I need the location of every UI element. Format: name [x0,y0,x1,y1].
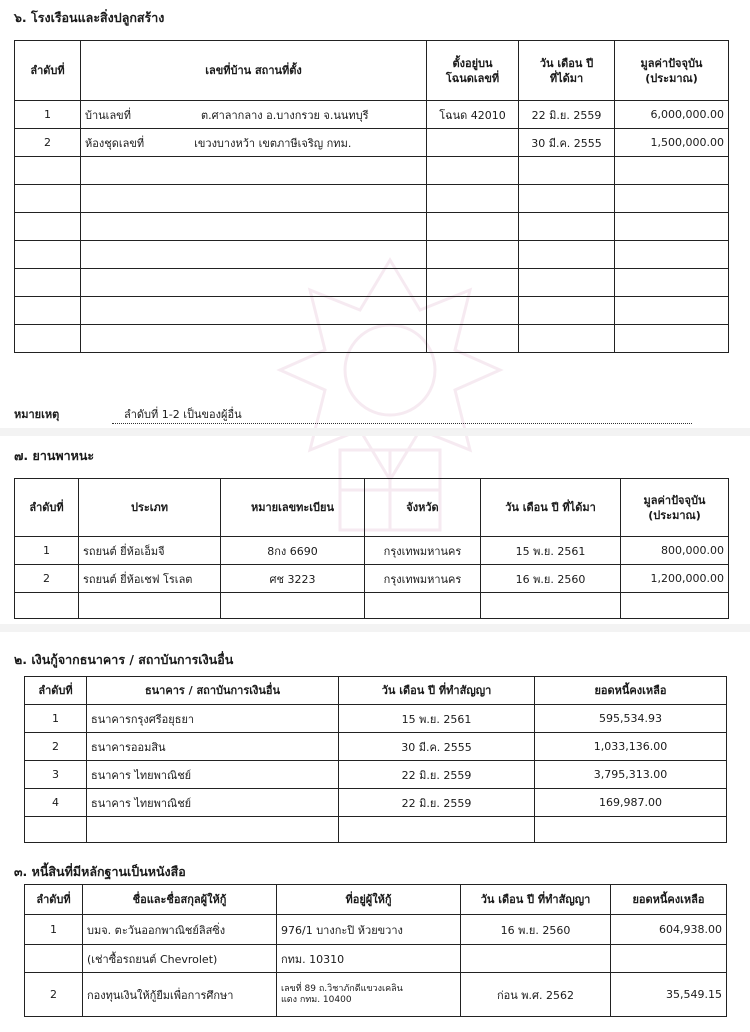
col-header-date: วัน เดือน ปี ที่ทำสัญญา [461,885,611,915]
col-header-lender: ชื่อและชื่อสกุลผู้ให้กู้ [83,885,277,915]
table-row-empty [15,325,729,353]
table-row: 1 ธนาคารกรุงศรีอยุธยา 15 พ.ย. 2561 595,534.93 [25,705,727,733]
col-header-date: วัน เดือน ปี ที่ทำสัญญา [339,677,535,705]
col-header-address: ที่อยู่ผู้ให้กู้ [277,885,461,915]
address: ต.ศาลากลาง อ.บางกรวย จ.นนทบุรี [200,108,369,122]
section7-title: ๗. ยานพาหนะ [14,448,95,463]
section6-table [14,40,729,353]
table-row: 2 ห้องชุดเลขที่ เขวงบางหว้า เขตภาษีเจริญ กทม. 30 มี.ค. 2555 1,500,000.00 [15,129,729,157]
col-header-plate: หมายเลขทะเบียน [221,479,365,537]
table-row-empty [15,185,729,213]
divider [0,428,750,436]
address-label: บ้านเลขที่ [85,108,131,122]
note-label: หมายเหตุ [14,408,60,421]
table-row: 4 ธนาคาร ไทยพาณิชย์ 22 มิ.ย. 2559 169,987.00 [25,789,727,817]
col-header-type: ประเภท [79,479,221,537]
table-row-empty [15,213,729,241]
divider [0,624,750,632]
col-header-no: ลำดับที่ [15,479,79,537]
table-row: (เช่าซื้อรถยนต์ Chevrolet) กทม. 10310 [25,945,727,973]
col-header-deed: ตั้งอยู่บน โฉนดเลขที่ [427,41,519,101]
col-header-value: มูลค่าปัจจุบัน (ประมาณ) [621,479,729,537]
col-header-balance: ยอดหนี้คงเหลือ [611,885,727,915]
address-label: ห้องชุดเลขที่ [85,136,145,150]
table-row-empty [15,157,729,185]
col-header-bank: ธนาคาร / สถาบันการเงินอื่น [87,677,339,705]
debts-title: ๓. หนี้สินที่มีหลักฐานเป็นหนังสือ [14,864,186,879]
table-row-empty [15,241,729,269]
section6-title: ๖. โรงเรือนและสิ่งปลูกสร้าง [14,10,165,25]
col-header-date: วัน เดือน ปี ที่ได้มา [481,479,621,537]
col-header-no: ลำดับที่ [15,41,81,101]
address: เขวงบางหว้า เขตภาษีเจริญ กทม. [194,136,352,150]
section7-table [14,478,729,619]
col-header-province: จังหวัด [365,479,481,537]
table-row: 1 บ้านเลขที่ ต.ศาลากลาง อ.บางกรวย จ.นนทบุรี โฉนด 42010 22 มิ.ย. 2559 6,000,000.00 [15,101,729,129]
table-row: 2 ธนาคารออมสิน 30 มี.ค. 2555 1,033,136.00 [25,733,727,761]
table-row: 1 รถยนต์ ยี่ห้อเอ็มจี 8กง 6690 กรุงเทพมหานคร 15 พ.ย. 2561 800,000.00 [15,537,729,565]
col-header-value: มูลค่าปัจจุบัน (ประมาณ) [615,41,729,101]
table-row-empty [15,593,729,619]
table-row-empty [25,817,727,843]
table-row: 2 รถยนต์ ยี่ห้อเชฟ โรเลต ศช 3223 กรุงเทพมหานคร 16 พ.ย. 2560 1,200,000.00 [15,565,729,593]
table-row: 1 บมจ. ตะวันออกพาณิชย์ลิสซิ่ง 976/1 บางกะปิ ห้วยขวาง 16 พ.ย. 2560 604,938.00 [25,915,727,945]
note-text: ลำดับที่ 1-2 เป็นของผู้อื่น [112,405,692,424]
table-row-empty [15,269,729,297]
col-header-address: เลขที่บ้าน สถานที่ตั้ง [81,41,427,101]
col-header-date: วัน เดือน ปี ที่ได้มา [519,41,615,101]
col-header-no: ลำดับที่ [25,885,83,915]
table-row: 3 ธนาคาร ไทยพาณิชย์ 22 มิ.ย. 2559 3,795,313.00 [25,761,727,789]
table-row-empty [15,297,729,325]
loans-table [24,676,727,843]
loans-title: ๒. เงินกู้จากธนาคาร / สถาบันการเงินอื่น [14,652,234,667]
col-header-balance: ยอดหนี้คงเหลือ [535,677,727,705]
debts-table [24,884,727,1017]
col-header-no: ลำดับที่ [25,677,87,705]
table-row: 2 กองทุนเงินให้กู้ยืมเพื่อการศึกษา เลขที่ 89 ถ.วิชาภักดีแขวงเคลิน แดง กทม. 10400 ก่อน พ.ศ. 2562 35,549.15 [25,973,727,1017]
